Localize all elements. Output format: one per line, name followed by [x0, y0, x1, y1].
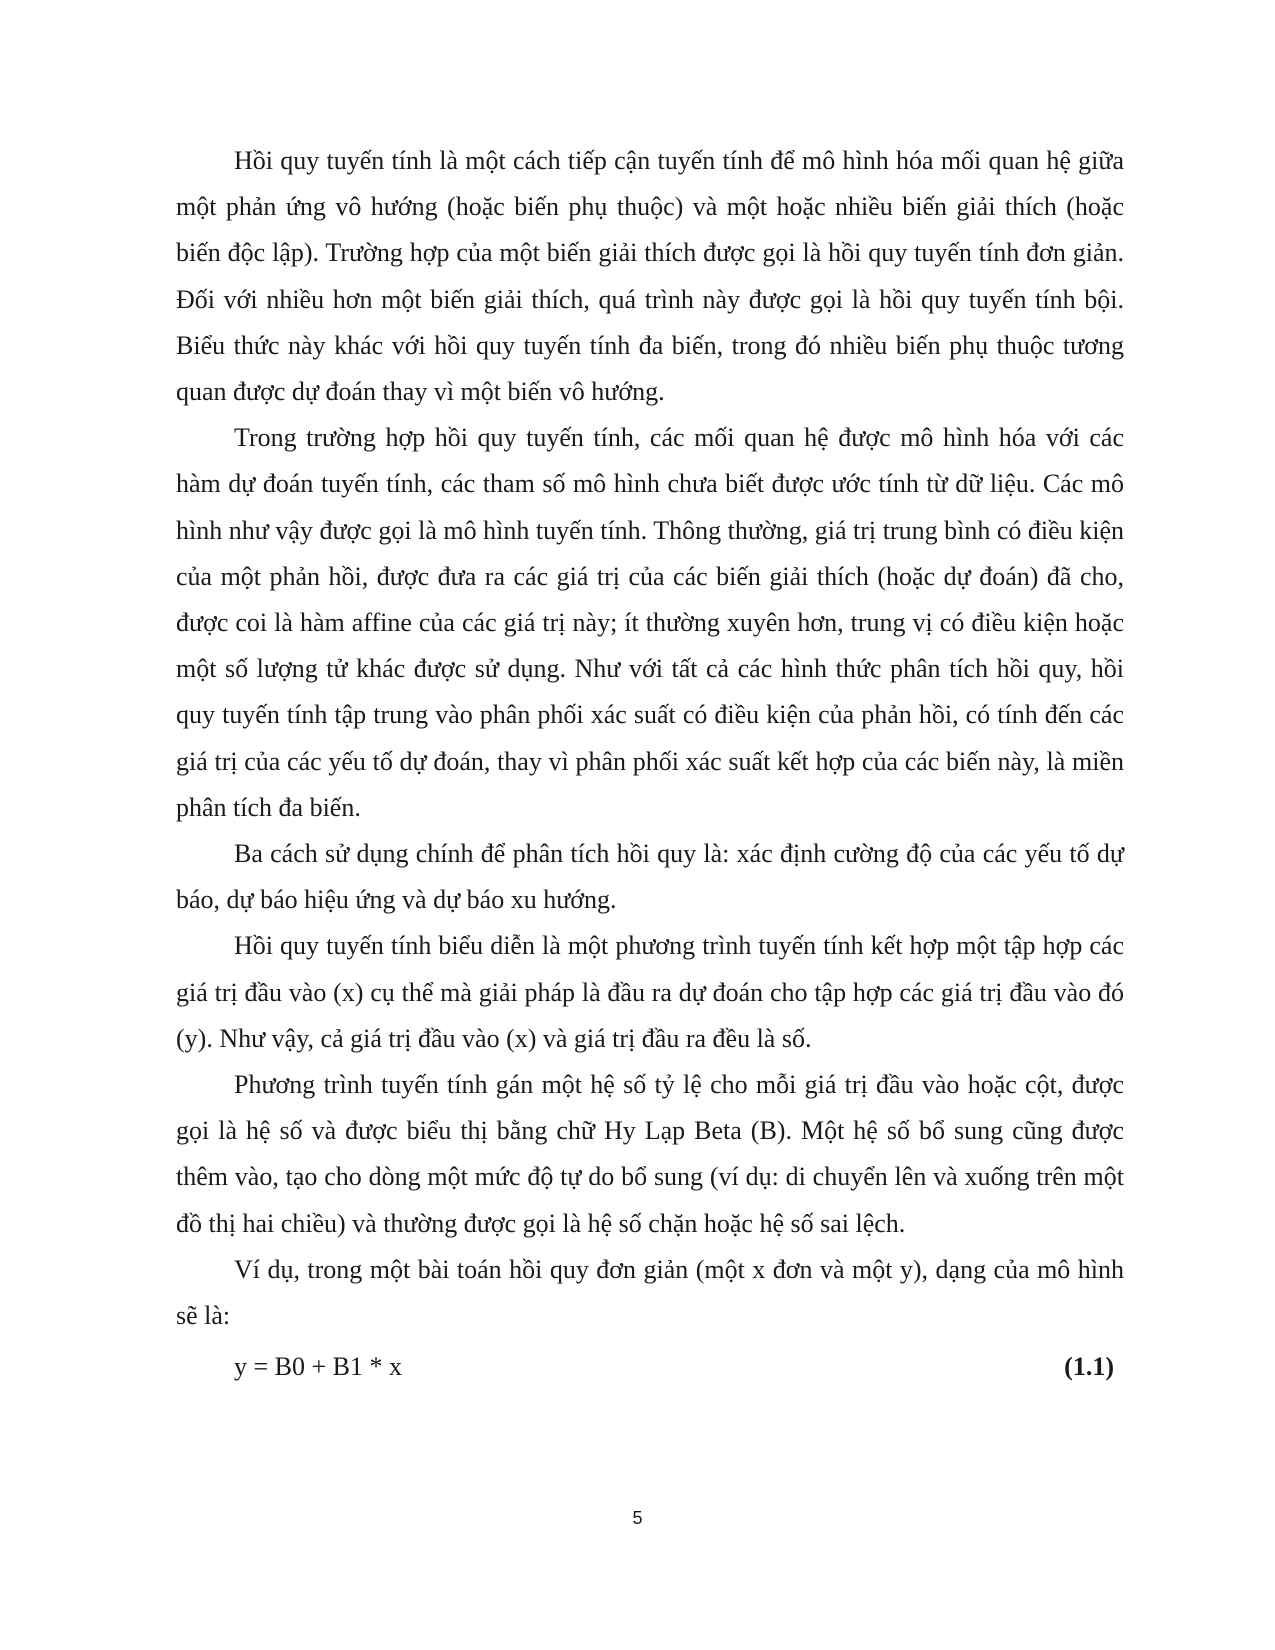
page-number: 5	[632, 1508, 643, 1528]
body-text	[176, 138, 1124, 1339]
paragraph: Ba cách sử dụng chính để phân tích hồi quy là: xác định cường độ của các yếu tố dự báo, dự báo hiệu ứng và dự báo xu hướng.	[176, 839, 1124, 915]
paragraph: Trong trường hợp hồi quy tuyến tính, các mối quan hệ được mô hình hóa với các hàm dự đoán tuyến tính, các tham số mô hình chưa biết được ước tính từ dữ liệu. Các mô hình như vậy được gọi là mô hình tuyến tính. Thông thường, giá trị trung bình có điều kiện của một phản hồi, được đưa ra các giá trị của các biến giải thích (hoặc dự đoán) đã cho, được coi là hàm affine của các giá trị này; ít thường xuyên hơn, trung vị có điều kiện hoặc một số lượng tử khác được sử dụng. Như với tất cả các hình thức phân tích hồi quy, hồi quy tuyến tính tập trung vào phân phối xác suất có điều kiện của phản hồi, có tính đến các giá trị của các yếu tố dự đoán, thay vì phân phối xác suất kết hợp của các biến này, là miền phân tích đa biến.	[176, 423, 1124, 822]
paragraph: Hồi quy tuyến tính biểu diễn là một phương trình tuyến tính kết hợp một tập hợp các giá trị đầu vào (x) cụ thể mà giải pháp là đầu ra dự đoán cho tập hợp các giá trị đầu vào đó (y). Như vậy, cả giá trị đầu vào (x) và giá trị đầu ra đều là số.	[176, 931, 1124, 1053]
paragraph: Ví dụ, trong một bài toán hồi quy đơn giản (một x đơn và một y), dạng của mô hình sẽ là:	[176, 1254, 1124, 1331]
equation	[234, 1347, 1114, 1387]
paragraph: Hồi quy tuyến tính là một cách tiếp cận tuyến tính để mô hình hóa mối quan hệ giữa một phản ứng vô hướng (hoặc biến phụ thuộc) và một hoặc nhiều biến giải thích (hoặc biến độc lập). Trường hợp của một biến giải thích được gọi là hồi quy tuyến tính đơn giản. Đối với nhiều hơn một biến giải thích, quá trình này được gọi là hồi quy tuyến tính bội. Biểu thức này khác với hồi quy tuyến tính đa biến, trong đó nhiều biến phụ thuộc tương quan được dự đoán thay vì một biến vô hướng.	[176, 146, 1124, 407]
equation-number: (1.1)	[1064, 1352, 1114, 1381]
equation-formula: y = B0 + B1 * x	[234, 1352, 403, 1381]
paragraph: Phương trình tuyến tính gán một hệ số tỷ lệ cho mỗi giá trị đầu vào hoặc cột, được gọi là hệ số và được biểu thị bằng chữ Hy Lạp Beta (B). Một hệ số bổ sung cũng được thêm vào, tạo cho dòng một mức độ tự do bổ sung (ví dụ: di chuyển lên và xuống trên một đồ thị hai chiều) và thường được gọi là hệ số chặn hoặc hệ số sai lệch.	[176, 1070, 1124, 1238]
